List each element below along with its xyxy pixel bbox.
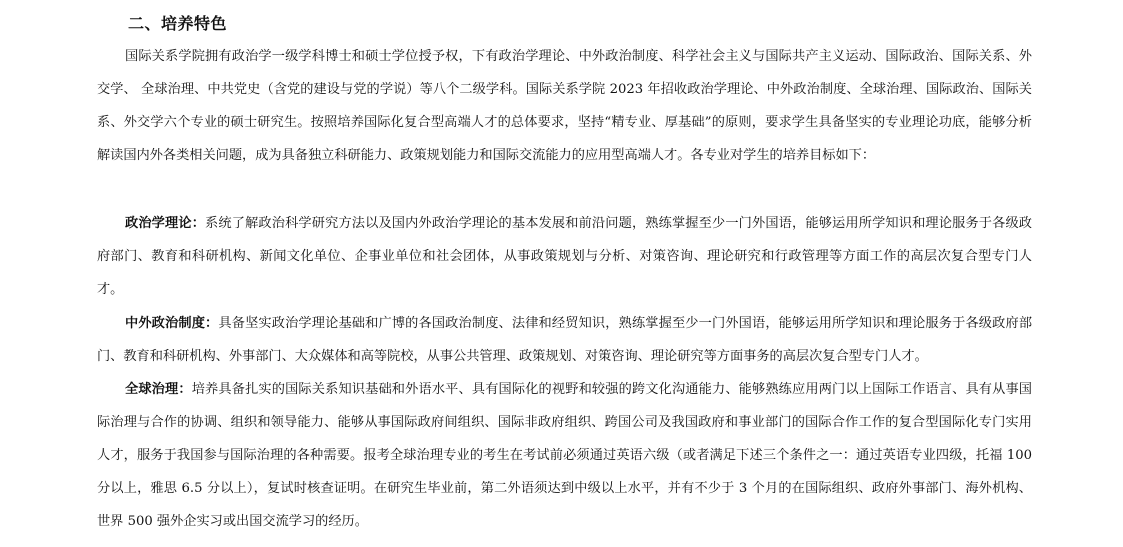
major-term: 中外政治制度：: [125, 316, 219, 331]
major-paragraph-comparative-politics: [97, 307, 1032, 373]
major-paragraph-global-governance: [97, 373, 1032, 538]
section-heading: 二、培养特色: [128, 14, 228, 33]
intro-paragraph: 国际关系学院拥有政治学一级学科博士和硕士学位授予权，下有政治学理论、中外政治制度、科学社会主义与国际共产主义运动、国际政治、国际关系、外交学、 全球治理、中共党史（含党的建设与党的学说）等八个二级学科。国际关系学院 2023 年招收政治学理论、中外政治制度、全球治理、国际政治、国际关系、外交学六个专业的硕士研究生。按照培养国际化复合型高端人才的总体要求，坚持“精专业、厚基础”的原则，要求学生具备坚实的专业理论功底，能够分析解读国内外各类相关问题，成为具备独立科研能力、政策规划能力和国际交流能力的应用型高端人才。各专业对学生的培养目标如下：: [97, 49, 1032, 163]
major-paragraph-political-theory: [97, 207, 1032, 306]
major-description: 具备坚实政治学理论基础和广博的各国政治制度、法律和经贸知识，熟练掌握至少一门外国语，能够运用所学知识和理论服务于各级政府部门、教育和科研机构、外事部门、大众媒体和高等院校，从事公共管理、政策规划、对策咨询、理论研究等方面事务的高层次复合型专门人才。: [97, 316, 1033, 364]
major-term: 政治学理论：: [125, 216, 206, 231]
major-term: 全球治理：: [125, 382, 192, 397]
major-description: 系统了解政治科学研究方法以及国内外政治学理论的基本发展和前沿问题，熟练掌握至少一门外国语，能够运用所学知识和理论服务于各级政府部门、教育和科研机构、新闻文化单位、企事业单位和社会团体，从事政策规划与分析、对策咨询、理论研究和行政管理等方面工作的高层次复合型专门人才。: [97, 216, 1032, 297]
major-description: 培养具备扎实的国际关系知识基础和外语水平、具有国际化的视野和较强的跨文化沟通能力、能够熟练应用两门以上国际工作语言、具有从事国际治理与合作的协调、组织和领导能力、能够从事国际政府间组织、国际非政府组织、跨国公司及我国政府和事业部门的国际合作工作的复合型国际化专门实用人才，服务于我国参与国际治理的各种需要。报考全球治理专业的考生在考试前必须通过英语六级（或者满足下述三个条件之一：通过英语专业四级，托福 100 分以上，雅思 6.5 分以上），复试时核查证明。在研究生毕业前，第二外语须达到中级以上水平，并有不少于 3 个月的在国际组织、政府外事部门、海外机构、世界 500 强外企实习或出国交流学习的经历。: [97, 382, 1032, 529]
